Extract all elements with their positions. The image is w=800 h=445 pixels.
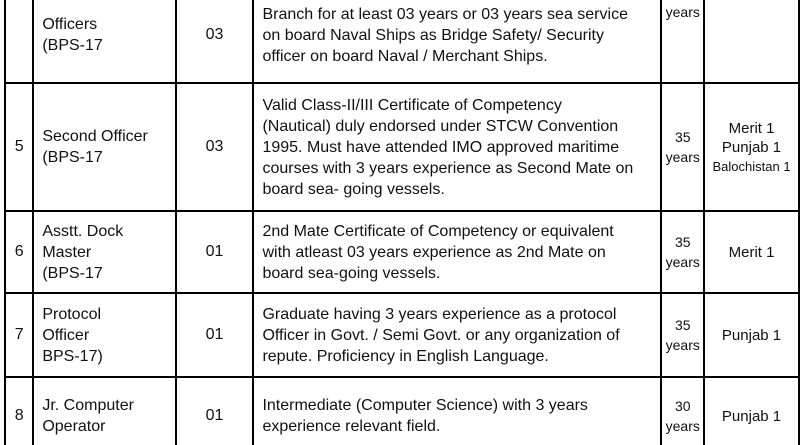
age-limit-line: years <box>665 337 700 353</box>
qualification-cell <box>253 377 661 445</box>
age-limit-line: 35 <box>674 234 691 250</box>
vacancy-row <box>5 0 799 83</box>
age-limit-line: 35 <box>674 129 691 145</box>
post-name-line: (BPS-17 <box>42 264 103 282</box>
qualification-cell <box>253 83 661 211</box>
age-limit-cell <box>661 0 704 83</box>
serial-number-cell: 5 <box>5 83 33 211</box>
quota-cell <box>704 293 799 377</box>
age-limit-line: years <box>665 149 700 165</box>
qualification-line: experience relevant field. <box>262 418 441 435</box>
qualification-line: (Nautical) duly endorsed under STCW Convention <box>262 117 619 135</box>
qualification-line: Branch for at least 03 years or 03 years sea service <box>262 5 628 23</box>
vacancy-table-body <box>5 0 799 445</box>
quota-cell <box>704 211 799 293</box>
qualification-line: Intermediate (Computer Science) with 3 years <box>262 397 588 414</box>
qualification-line: 1995. Must have attended IMO approved maritime <box>262 138 620 156</box>
quota-line: Merit 1 <box>728 243 775 261</box>
post-name-line: Jr. Computer <box>42 397 134 414</box>
vacancy-row <box>5 83 799 211</box>
vacancy-count-cell: 03 <box>176 0 254 83</box>
vacancy-count-cell: 01 <box>176 293 254 377</box>
post-name-line: Second Officer <box>42 128 148 145</box>
age-limit-line: years <box>665 418 700 434</box>
qualification-line: 2nd Mate Certificate of Competency or equivalent <box>262 222 614 240</box>
quota-cell <box>704 83 799 211</box>
qualification-line: officer on board Naval / Merchant Ships. <box>262 47 548 65</box>
age-limit-cell <box>661 211 704 293</box>
qualification-line: Valid Class-II/III Certificate of Competency <box>262 96 562 114</box>
post-name-line: Operator <box>42 418 106 435</box>
post-name-line: Protocol <box>42 305 102 323</box>
qualification-line: Officer in Govt. / Semi Govt. or any organization of <box>262 326 620 344</box>
post-name-line: (BPS-17 <box>42 149 103 166</box>
post-name-line: Officer <box>42 326 90 344</box>
vacancy-row <box>5 293 799 377</box>
age-limit-line: years <box>665 4 700 20</box>
post-name-line: Officers <box>42 16 98 33</box>
qualification-line: with atleast 03 years experience as 2nd Mate on <box>262 243 606 261</box>
qualification-cell <box>253 211 661 293</box>
post-name-line: Master <box>42 243 92 261</box>
quota-line: Punjab 1 <box>721 326 782 344</box>
qualification-cell <box>253 0 661 83</box>
post-name-line: BPS-17) <box>42 347 103 365</box>
quota-line: Merit 1 <box>728 119 775 137</box>
vacancy-count-cell: 01 <box>176 211 254 293</box>
serial-number-cell: 7 <box>5 293 33 377</box>
vacancy-row <box>5 377 799 445</box>
post-name-cell <box>33 293 175 377</box>
qualification-line: courses with 3 years experience as Second Mate on <box>262 159 634 177</box>
qualification-line: repute. Proficiency in English Language. <box>262 347 549 365</box>
serial-number-cell: 8 <box>5 377 33 445</box>
post-name-cell <box>33 0 175 83</box>
qualification-line: Graduate having 3 years experience as a protocol <box>262 305 617 323</box>
qualification-line: board sea-going vessels. <box>262 264 441 282</box>
vacancy-count-cell: 01 <box>176 377 254 445</box>
vacancy-row <box>5 211 799 293</box>
serial-number-cell <box>5 0 33 83</box>
serial-number-cell: 6 <box>5 211 33 293</box>
quota-line: Balochistan 1 <box>712 158 791 174</box>
quota-cell <box>704 377 799 445</box>
qualification-line: on board Naval Ships as Bridge Safety/ Security <box>262 26 604 44</box>
post-name-line: (BPS-17 <box>42 37 103 54</box>
age-limit-line: 30 <box>674 398 691 414</box>
vacancy-table <box>4 0 800 445</box>
quota-line: Punjab 1 <box>721 407 782 425</box>
age-limit-cell <box>661 83 704 211</box>
post-name-cell <box>33 377 175 445</box>
qualification-cell <box>253 293 661 377</box>
age-limit-cell <box>661 293 704 377</box>
age-limit-line: 35 <box>674 317 691 333</box>
post-name-cell <box>33 83 175 211</box>
vacancy-count-cell: 03 <box>176 83 254 211</box>
qualification-line: board sea- going vessels. <box>262 180 445 198</box>
quota-line: Punjab 1 <box>721 138 782 156</box>
age-limit-line: years <box>665 254 700 270</box>
age-limit-cell <box>661 377 704 445</box>
post-name-cell <box>33 211 175 293</box>
post-name-line: Asstt. Dock <box>42 222 124 240</box>
quota-cell <box>704 0 799 83</box>
